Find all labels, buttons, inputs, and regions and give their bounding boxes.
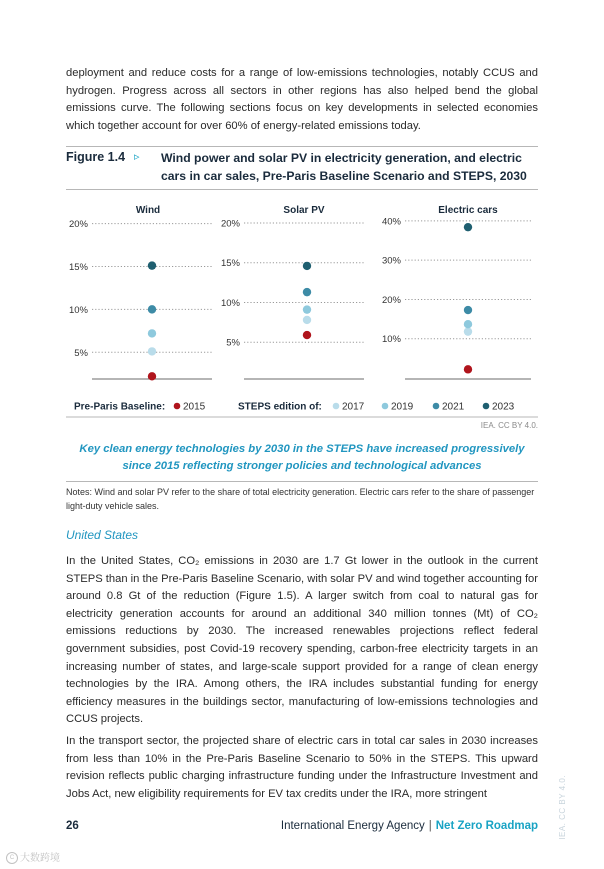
notes-rule: [66, 481, 538, 482]
data-point-steps-2023: [464, 223, 472, 231]
data-point-steps-2017: [303, 316, 311, 324]
data-point-steps-2017: [148, 347, 156, 355]
section-heading-united-states: United States: [66, 528, 139, 542]
data-point-pre-paris-baseline-2015: [303, 331, 311, 339]
y-tick-label: 10%: [381, 334, 401, 346]
us-paragraph: In the United States, CO₂ emissions in 2030 are 1.7 Gt lower in the outlook in the current STEPS than in the Pre-Paris Baseline Scenario, with solar PV and wind together accounting for around 0.8 Gt of the reduction (Figure 1.5). A larger switch from coal to natural gas for electricity generation accounts for around an additional 340 million tonnes (Mt) of CO₂ emissions reductions by 2030. The increased renewables projections reflect federal government subsidies, post Covid-19 recovery spending, carbon-free electricity targets in an increasing number of states, and large-scale support provided for a range of clean energy technologies by the IRA. Among others, the IRA includes substantial funding for energy efficiency measures in the buildings sector, manufacturing of low-emissions technologies and CCUS projects.: [66, 555, 538, 726]
footer-organization: International Energy Agency: [280, 820, 425, 832]
figure-title: Wind power and solar PV in electricity generation, and electric cars in car sales, Pre-Paris Baseline Scenario and STEPS, 2030: [161, 151, 527, 183]
data-point-steps-2023: [148, 261, 156, 269]
figure-credit: IEA. CC BY 4.0.: [480, 421, 538, 430]
legend-swatch-2019: [382, 403, 389, 410]
watermark-logo-icon: C: [6, 852, 18, 864]
chart-panel-2: [221, 205, 364, 379]
panel-title: Solar PV: [283, 205, 325, 216]
y-tick-label: 15%: [220, 258, 240, 270]
footer-report-title: Net Zero Roadmap: [435, 820, 538, 832]
legend-steps-label: STEPS edition of:: [238, 401, 322, 413]
data-point-steps-2017: [464, 327, 472, 335]
data-point-pre-paris-baseline-2015: [148, 372, 156, 380]
transport-paragraph: In the transport sector, the projected share of electric cars in total car sales in 2030 increases from less than 10% in the Pre-Paris Baseline Scenario to 50% in the STEPS. This upward revision reflects public charging infrastructure funding under the Infrastructure Investment and Jobs Act, new eligibility requirements for EV tax credits under the IRA, more stringent: [66, 735, 538, 800]
watermark: [6, 849, 60, 864]
legend-label-2015: 2015: [183, 401, 206, 413]
y-tick-label: 5%: [226, 337, 240, 349]
y-tick-label: 15%: [68, 261, 88, 273]
chart-panels: [69, 205, 531, 380]
intro-paragraph: deployment and reduce costs for a range of low-emissions technologies, notably CCUS and hydrogen. Progress across all sectors in other regions has also helped bend the global emissions curve. The following sections focus on key developments in selected economies which together account for over 60% of energy-related emissions today.: [66, 67, 538, 132]
legend-swatch-2017: [333, 403, 340, 410]
chart-panel-3: [382, 205, 531, 379]
legend-swatch-2023: [483, 403, 490, 410]
legend-label-2019: 2019: [391, 401, 414, 413]
data-point-steps-2021: [148, 305, 156, 313]
figure-takeaway: Key clean energy technologies by 2030 in the STEPS have increased progressively since 2015 reflecting stronger policies and technological advances: [79, 443, 525, 472]
watermark-text: 大数跨境: [20, 853, 60, 864]
footer-publication: [281, 820, 538, 832]
page-number: 26: [66, 820, 79, 832]
y-tick-label: 30%: [381, 255, 401, 267]
chart-legend: [74, 402, 515, 413]
data-point-pre-paris-baseline-2015: [464, 365, 472, 373]
figure-arrow-icon: ▹: [134, 151, 140, 163]
legend-swatch-2021: [433, 403, 440, 410]
legend-label-2023: 2023: [492, 401, 515, 413]
figure-label: Figure 1.4: [66, 150, 126, 164]
panel-title: Wind: [135, 205, 161, 216]
data-point-steps-2021: [303, 288, 311, 296]
chart-panel-1: [69, 205, 212, 380]
data-point-steps-2023: [303, 262, 311, 270]
data-point-steps-2019: [148, 329, 156, 337]
data-point-steps-2021: [464, 306, 472, 314]
legend-label-2017: 2017: [342, 401, 365, 413]
y-tick-label: 10%: [68, 304, 88, 316]
y-tick-label: 5%: [74, 347, 88, 359]
data-point-steps-2019: [464, 320, 472, 328]
panel-title: Electric cars: [438, 205, 498, 216]
side-license-text: IEA. CC BY 4.0.: [558, 775, 567, 840]
y-tick-label: 20%: [220, 218, 240, 230]
footer-separator: |: [428, 820, 432, 832]
y-tick-label: 40%: [381, 216, 401, 228]
legend-swatch-2015: [174, 403, 181, 410]
data-point-steps-2019: [303, 305, 311, 313]
figure-notes: Notes: Wind and solar PV refer to the share of total electricity generation. Electric cars refer to the share of passenger light-duty vehicle sales.: [66, 487, 535, 511]
legend-label-2021: 2021: [442, 401, 465, 413]
legend-pre-paris-label: Pre-Paris Baseline:: [74, 401, 166, 413]
y-tick-label: 20%: [381, 294, 401, 306]
y-tick-label: 20%: [68, 219, 88, 231]
y-tick-label: 10%: [220, 297, 240, 309]
